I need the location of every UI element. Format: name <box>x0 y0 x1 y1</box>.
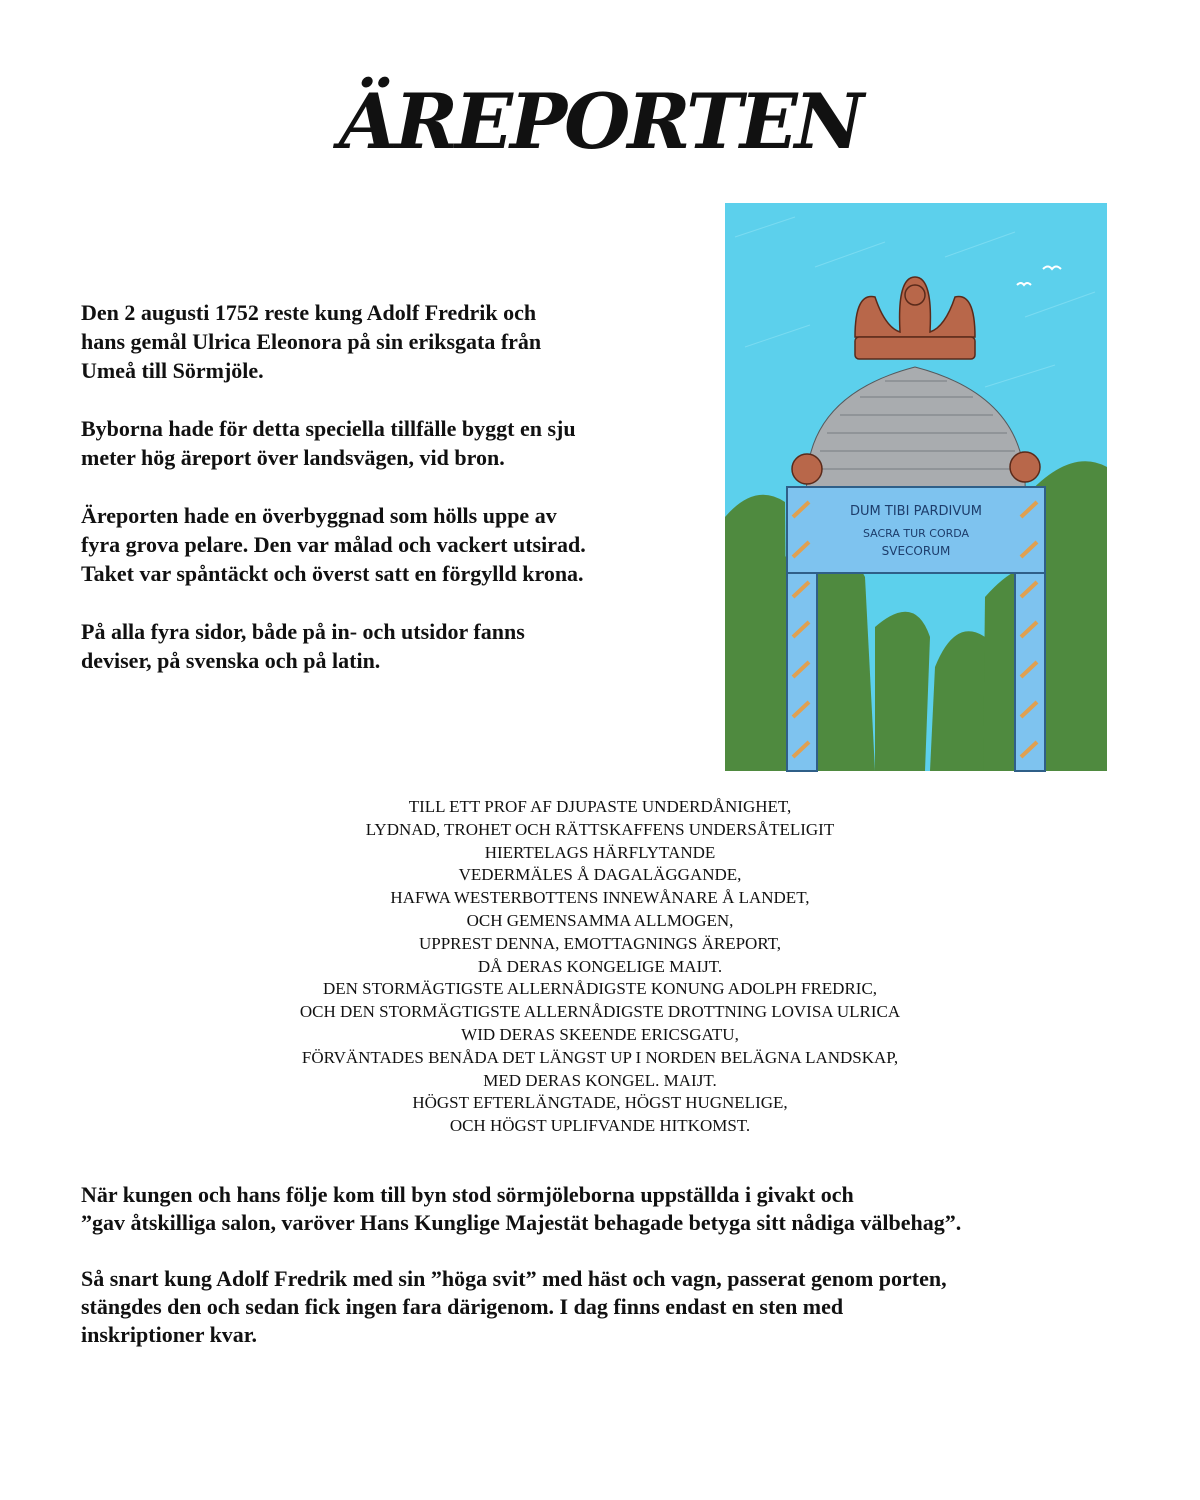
intro-line: Äreporten hade en överbyggnad som hölls uppe av <box>81 503 557 528</box>
intro-line: deviser, på svenska och på latin. <box>81 648 381 673</box>
intro-line: meter hög äreport över landsvägen, vid bron. <box>81 445 505 470</box>
intro-line: fyra grova pelare. Den var målad och vackert utsirad. <box>81 532 586 557</box>
intro-paragraph-4 <box>81 617 701 675</box>
intro-paragraph-2 <box>81 414 701 472</box>
intro-paragraph-1 <box>81 298 701 385</box>
inscription-line: OCH GEMENSAMMA ALLMOGEN, <box>466 910 734 930</box>
motto-line-3: SVECORUM <box>881 544 951 558</box>
intro-line: Taket var spåntäckt och överst satt en förgylld krona. <box>81 561 584 586</box>
closing-line: När kungen och hans följe kom till byn stod sörmjöleborna uppställda i givakt och <box>81 1182 854 1207</box>
right-finial <box>1010 452 1040 482</box>
inscription-line: HIERTELAGS HÄRFLYTANDE <box>484 842 716 862</box>
intro-text <box>81 298 701 704</box>
inscription-line: DEN STORMÄGTIGSTE ALLERNÅDIGSTE KONUNG ADOLPH FREDRIC, <box>322 979 878 999</box>
crown-band <box>855 337 975 359</box>
inscription-line: FÖRVÄNTADES BENÅDA DET LÄNGST UP I NORDEN BELÄGNA LANDSKAP, <box>301 1047 899 1067</box>
arch-drawing <box>725 197 1150 790</box>
inscription-line: VEDERMÄLES Å DAGALÄGGANDE, <box>458 865 742 885</box>
crown-orb <box>905 285 925 305</box>
inscription-line: WID DERAS SKEENDE ERICSGATU, <box>461 1024 739 1044</box>
closing-line: ”gav åtskilliga salon, varöver Hans Kunglige Majestät behagade betyga sitt nådiga välbehag”. <box>81 1210 962 1235</box>
intro-line: Umeå till Sörmjöle. <box>81 358 264 383</box>
motto-line-1: DUM TIBI PARDIVUM <box>850 504 982 519</box>
intro-line: Byborna hade för detta speciella tillfälle byggt en sju <box>81 416 576 441</box>
inscription-text <box>200 796 1000 1138</box>
closing-line: inskriptioner kvar. <box>81 1322 258 1347</box>
page-title: ÄREPORTEN <box>338 77 862 166</box>
inscription-line: LYDNAD, TROHET OCH RÄTTSKAFFENS UNDERSÅTELIGIT <box>365 819 835 839</box>
intro-line: Den 2 augusti 1752 reste kung Adolf Fredrik och <box>81 300 537 325</box>
right-pillar <box>1015 573 1045 771</box>
inscription-line: HAFWA WESTERBOTTENS INNEWÅNARE Å LANDET, <box>390 888 810 908</box>
intro-line: hans gemål Ulrica Eleonora på sin eriksgata från <box>81 329 542 354</box>
inscription-line: OCH HÖGST UPLIFVANDE HITKOMST. <box>449 1116 751 1136</box>
inscription-line: DÅ DERAS KONGELIGE MAIJT. <box>477 956 723 976</box>
closing-line: stängdes den och sedan fick ingen fara därigenom. I dag finns endast en sten med <box>81 1294 844 1319</box>
tree-center-left <box>875 612 930 771</box>
inscription-line: OCH DEN STORMÄGTIGSTE ALLERNÅDIGSTE DROTTNING LOVISA ULRICA <box>299 1002 901 1022</box>
closing-text <box>81 1181 1161 1377</box>
tree-left-back <box>725 495 787 771</box>
inscription-line: TILL ETT PROF AF DJUPASTE UNDERDÅNIGHET, <box>408 797 792 816</box>
intro-line: På alla fyra sidor, både på in- och utsidor fanns <box>81 619 525 644</box>
closing-line: Så snart kung Adolf Fredrik med sin ”höga svit” med häst och vagn, passerat genom porten, <box>81 1266 947 1291</box>
inscription-line: MED DERAS KONGEL. MAIJT. <box>483 1070 717 1090</box>
motto-line-2: SACRA TUR CORDA <box>862 527 970 540</box>
left-pillar <box>787 573 817 771</box>
closing-paragraph-2 <box>81 1265 1161 1349</box>
intro-paragraph-3 <box>81 501 701 588</box>
inscription-line: HÖGST EFTERLÄNGTADE, HÖGST HUGNELIGE, <box>412 1093 788 1113</box>
left-finial <box>792 454 822 484</box>
closing-paragraph-1 <box>81 1181 1161 1237</box>
inscription-line: UPPREST DENNA, EMOTTAGNINGS ÄREPORT, <box>418 933 782 953</box>
arch-illustration <box>725 197 1150 790</box>
